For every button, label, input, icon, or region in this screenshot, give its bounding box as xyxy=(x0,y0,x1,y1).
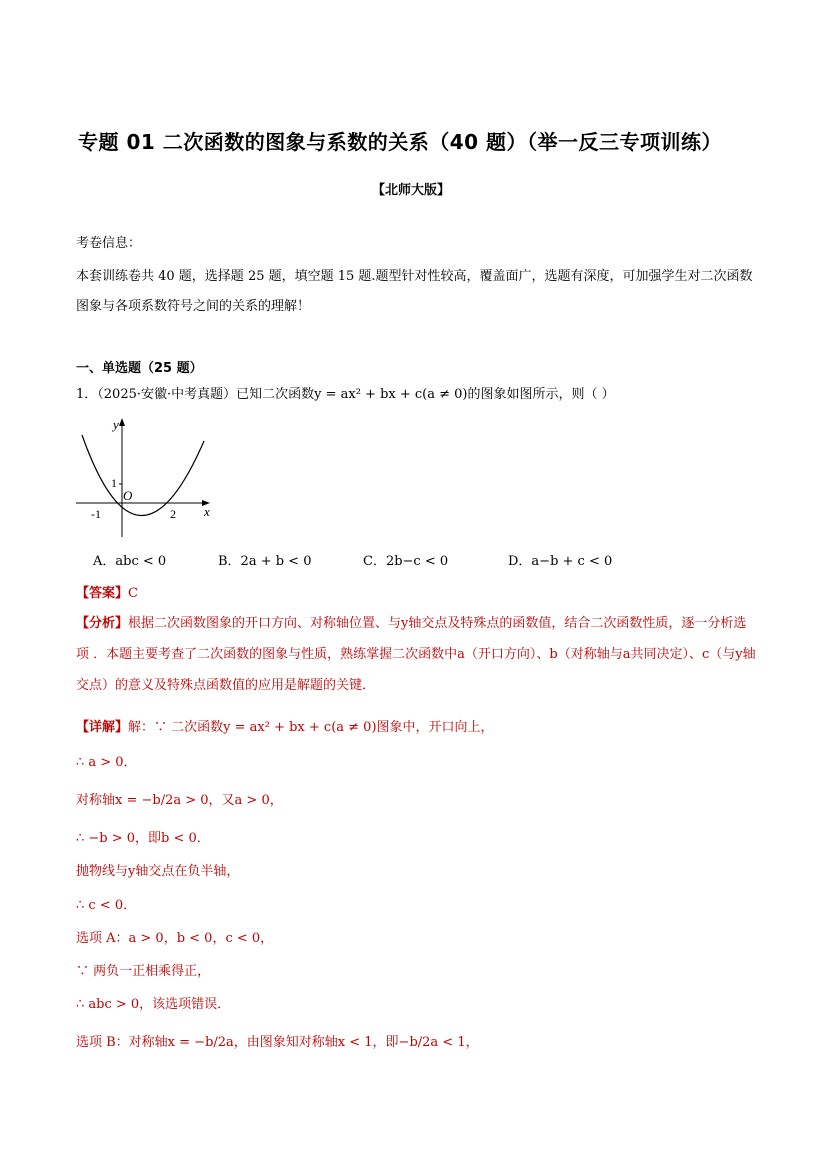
detail-line-10: 选项 B：对称轴x = −b/2a，由图象知对称轴x < 1，即−b/2a < 1， xyxy=(76,1035,479,1050)
detail-line-4: ∴ −b > 0，即b < 0． xyxy=(76,831,210,846)
detail-line-8: ∵ 两负一正相乘得正， xyxy=(76,964,211,979)
origin-label: O xyxy=(123,488,133,503)
detail-line-5: 抛物线与y轴交点在负半轴， xyxy=(76,864,240,879)
answer-label: 【答案】 xyxy=(76,586,129,601)
tick-label-1: 1 xyxy=(111,476,117,490)
exam-info-text: 本套训练卷共 40 题，选择题 25 题，填空题 15 题.题型针对性较高，覆盖面广，选题有深度，可加强学生对二次函数图象与各项系数符号之间的关系的理解！ xyxy=(76,269,753,314)
detail-text-1: 解：∵ 二次函数y = ax² + bx + c(a ≠ 0)图象中，开口向上， xyxy=(128,720,494,735)
answer-line xyxy=(76,582,138,601)
section-title: 一、单选题（25 题） xyxy=(76,361,203,376)
exam-info-label: 考卷信息： xyxy=(76,236,142,251)
detail-line-2: ∴ a > 0． xyxy=(76,755,137,770)
option-c: C．2b−c < 0 xyxy=(363,554,449,569)
question-1-stem: 1．（2025·安徽·中考真题）已知二次函数y = ax² + bx + c(a ≠ 0)的图象如图所示，则（ ） xyxy=(76,387,615,402)
tick-label-neg1: -1 xyxy=(91,507,101,521)
tick-label-2: 2 xyxy=(170,507,176,521)
parabola-graph xyxy=(76,415,216,540)
option-b: B．2a + b < 0 xyxy=(218,554,312,569)
detail-line-7: 选项 A：a > 0，b < 0，c < 0， xyxy=(76,931,274,946)
detail-label: 【详解】 xyxy=(76,720,129,735)
option-a: A．abc < 0 xyxy=(93,554,167,569)
detail-line-9: ∴ abc > 0，该选项错误． xyxy=(76,997,231,1012)
option-d: D．a−b + c < 0 xyxy=(508,554,613,569)
detail-line-3: 对称轴x = −b/2a > 0，又a > 0， xyxy=(76,793,283,808)
analysis-paragraph xyxy=(76,608,756,701)
y-axis-label: y xyxy=(113,417,119,432)
x-axis-label: x xyxy=(204,504,210,519)
edition-label: 【北师大版】 xyxy=(372,183,451,198)
answer-value: C xyxy=(128,586,138,601)
analysis-label: 【分析】 xyxy=(76,616,129,631)
detail-line-1 xyxy=(76,716,494,735)
y-axis-arrow xyxy=(119,418,125,426)
analysis-text: 根据二次函数图象的开口方向、对称轴位置、与y轴交点及特殊点的函数值，结合二次函数性质，逐一分析选项 ．本题主要考查了二次函数的图象与性质，熟练掌握二次函数中a（开口方向）、b（对称轴与a共同决定）、c（与y轴交点）的意义及特殊点函数值的应用是解题的关键． xyxy=(76,616,756,693)
detail-line-6: ∴ c < 0． xyxy=(76,898,137,913)
page-title: 专题 01 二次函数的图象与系数的关系（40 题）（举一反三专项训练） xyxy=(78,130,723,154)
